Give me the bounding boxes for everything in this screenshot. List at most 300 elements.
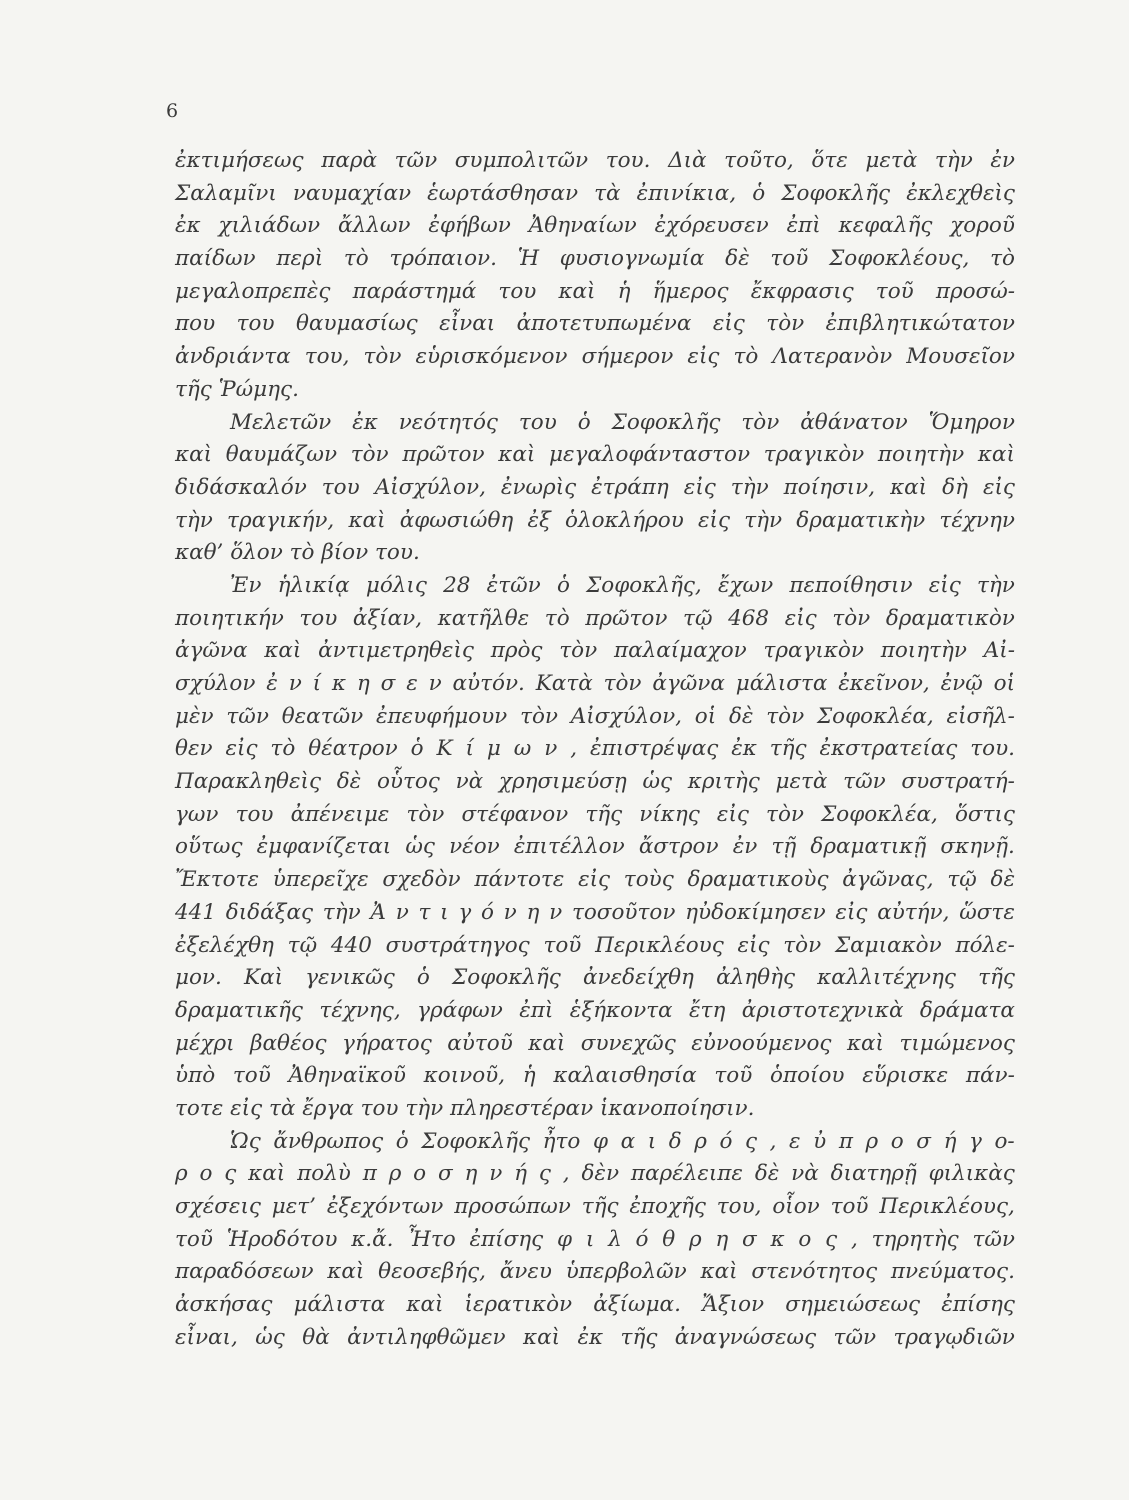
text-line-content bbox=[175, 799, 1015, 832]
word: τιμώμενος bbox=[899, 1030, 1015, 1056]
word: ἐ bbox=[266, 671, 278, 696]
text-line-content bbox=[175, 962, 1015, 995]
word: οἱ bbox=[694, 703, 717, 729]
word: ο bbox=[413, 1161, 427, 1187]
word: παραδόσεων bbox=[175, 1259, 314, 1285]
word: εἰς bbox=[784, 605, 817, 631]
text-line bbox=[175, 733, 1015, 766]
word: ω bbox=[513, 736, 532, 762]
word: μέχρι bbox=[175, 1030, 235, 1056]
word: ς bbox=[745, 1128, 758, 1154]
text-line-content bbox=[175, 505, 1015, 538]
word: ἐκ bbox=[577, 1324, 604, 1350]
word: δραματικῆς bbox=[175, 997, 303, 1023]
word: τὴν bbox=[175, 507, 213, 533]
text-line bbox=[175, 1322, 1015, 1355]
word: Κατὰ bbox=[535, 671, 593, 696]
word: δὲ bbox=[725, 246, 750, 272]
word: ἐπὶ bbox=[786, 213, 821, 239]
word: συστράτηγος bbox=[385, 932, 530, 958]
word: τρόπαιον. bbox=[389, 246, 497, 272]
word: σ bbox=[380, 671, 396, 696]
text-line-content bbox=[230, 1126, 1015, 1159]
word: τὸν bbox=[783, 932, 822, 958]
word: εἰς bbox=[698, 507, 731, 533]
word: ἐπιτέλλον bbox=[513, 834, 625, 860]
word: φ bbox=[557, 1226, 573, 1252]
word: μετὰ bbox=[865, 148, 918, 173]
word: ἐξελέχθη bbox=[175, 932, 274, 958]
word: ἀριστοτεχνικὰ bbox=[741, 997, 904, 1023]
word: τὸν bbox=[766, 801, 804, 827]
word: καὶ bbox=[327, 1259, 365, 1285]
word: κεφαλῆς bbox=[838, 213, 933, 239]
word: καὶ bbox=[264, 638, 302, 664]
word: 468 bbox=[728, 605, 770, 631]
word: ο- bbox=[994, 1128, 1015, 1154]
word: νέον bbox=[449, 834, 500, 860]
word: ἀθάνατον bbox=[800, 409, 908, 435]
word: ἀντιμετρηθεὶς bbox=[318, 638, 474, 664]
word: ο bbox=[199, 1161, 213, 1187]
word: ν bbox=[428, 671, 442, 696]
word: βαθέος bbox=[250, 1030, 327, 1056]
text-line-content bbox=[175, 635, 1015, 668]
word: ι bbox=[647, 1128, 657, 1154]
text-line bbox=[175, 276, 1015, 309]
word: μεγαλοφάνταστον bbox=[548, 442, 751, 468]
word: δ bbox=[668, 1128, 682, 1154]
word: ὅτε bbox=[811, 148, 848, 173]
text-line-content: τοτε εἰς τὰ ἔργα του τὴν πληρεστέραν ἱκανοποίησιν. bbox=[175, 1095, 755, 1121]
word: καὶ bbox=[700, 1259, 738, 1285]
word: εἶναι bbox=[439, 311, 496, 337]
word: ὡς bbox=[255, 1324, 285, 1350]
word: πάντοτε bbox=[474, 867, 565, 893]
word: τῆς bbox=[620, 1324, 658, 1350]
word: νὰ bbox=[791, 1161, 819, 1187]
word: πνεύματος. bbox=[890, 1259, 1015, 1285]
text-line bbox=[175, 341, 1015, 374]
word: π bbox=[838, 1128, 853, 1154]
word: ι bbox=[440, 899, 449, 925]
text-line bbox=[175, 570, 1015, 603]
word: ρ bbox=[388, 1161, 402, 1187]
word: Σοφοκλῆς bbox=[611, 409, 721, 435]
word: τοῦ bbox=[714, 1063, 753, 1089]
word: Ἀθηναϊκοῦ bbox=[288, 1063, 406, 1089]
word: δράματα bbox=[919, 997, 1015, 1023]
word: του bbox=[518, 409, 557, 435]
word: τ bbox=[418, 899, 431, 925]
word: σ bbox=[437, 1161, 453, 1187]
word: ἀσκήσας bbox=[175, 1292, 273, 1318]
word: τὸν bbox=[559, 638, 598, 664]
word: καὶ bbox=[558, 278, 596, 304]
word: εἶναι, bbox=[175, 1324, 238, 1350]
text-line bbox=[175, 1093, 1015, 1126]
text-line bbox=[175, 505, 1015, 538]
word: καὶ bbox=[498, 442, 536, 468]
word: ε bbox=[406, 671, 418, 696]
text-line-content bbox=[175, 930, 1015, 963]
word: ἦτο bbox=[542, 1128, 581, 1154]
word: οὗτος bbox=[376, 769, 440, 795]
word: ἄνευ bbox=[499, 1259, 552, 1285]
word: τὸν bbox=[766, 703, 805, 729]
word: , bbox=[570, 736, 578, 762]
word: τῶν bbox=[226, 703, 269, 729]
word: Σοφοκλέους, bbox=[829, 246, 970, 272]
word: 28 bbox=[443, 572, 471, 598]
word: ρ bbox=[175, 1161, 188, 1187]
word: παρέλειπε bbox=[630, 1161, 743, 1187]
word: καὶ bbox=[523, 1324, 561, 1350]
word: σκηνῇ. bbox=[940, 834, 1015, 860]
word: κατῆλθε bbox=[437, 605, 530, 631]
word: Διὰ bbox=[668, 148, 707, 173]
word: διατηρῇ bbox=[830, 1161, 917, 1187]
word: ὁ bbox=[577, 409, 591, 435]
word: εἰς bbox=[835, 899, 868, 925]
word: ἐφήβων bbox=[428, 213, 511, 239]
word: Περικλέους bbox=[595, 932, 724, 958]
word: ί bbox=[465, 736, 474, 762]
text-line-content bbox=[175, 276, 1015, 309]
word: ί bbox=[312, 671, 322, 696]
word: καὶ bbox=[175, 442, 213, 468]
word: ἱερατικὸν bbox=[464, 1292, 573, 1318]
text-line-content bbox=[175, 733, 1015, 766]
word: τέχνης, bbox=[319, 997, 401, 1023]
word: καὶ bbox=[846, 1030, 884, 1056]
text-line-content: τῆς Ῥώμης. bbox=[175, 376, 299, 402]
word: ρ bbox=[865, 1128, 879, 1154]
word: γ bbox=[969, 1128, 982, 1154]
word: τὴν bbox=[744, 507, 783, 533]
word: δὲ bbox=[990, 867, 1015, 893]
word: τὰ bbox=[594, 180, 621, 206]
text-line bbox=[175, 308, 1015, 341]
text-line-content bbox=[175, 864, 1015, 897]
word: η bbox=[356, 671, 370, 696]
word: ἐπίσης bbox=[469, 1226, 544, 1252]
text-line-content bbox=[175, 1289, 1015, 1322]
body-text bbox=[175, 145, 1015, 1354]
word: ὐ bbox=[813, 1128, 827, 1154]
word: εἰς bbox=[737, 932, 770, 958]
word: πάν- bbox=[965, 1063, 1015, 1089]
text-line-content: καθ’ ὅλον τὸ βίον του. bbox=[175, 540, 420, 566]
text-line bbox=[175, 407, 1015, 440]
text-line bbox=[175, 472, 1015, 505]
word: ὁποίου bbox=[770, 1063, 845, 1089]
word: Σαλαμῖνι bbox=[175, 180, 277, 206]
word: που bbox=[175, 311, 216, 337]
word: ὁ bbox=[395, 1128, 409, 1154]
text-line bbox=[175, 635, 1015, 668]
word: ἐπιβλητικώτατον bbox=[825, 311, 1015, 337]
word: εἰς bbox=[687, 344, 720, 370]
word: τὸν bbox=[832, 605, 871, 631]
word: ι bbox=[585, 1226, 595, 1252]
word: ἐνῷ bbox=[940, 671, 983, 696]
text-line bbox=[175, 439, 1015, 472]
text-line-content bbox=[175, 145, 1015, 178]
word: ὑπερβολῶν bbox=[565, 1259, 687, 1285]
word: θαυμάζων bbox=[225, 442, 338, 468]
text-line-content bbox=[175, 1028, 1015, 1061]
text-line bbox=[175, 831, 1015, 864]
word: ή bbox=[943, 1128, 957, 1154]
word: ποιητὴν bbox=[877, 442, 965, 468]
word: τὸν bbox=[603, 671, 642, 696]
word: ἐκ bbox=[352, 409, 378, 435]
text-line bbox=[175, 374, 1015, 407]
word: ναυμαχίαν bbox=[292, 180, 412, 206]
word: συστρατή- bbox=[901, 769, 1015, 795]
word: τὸ bbox=[990, 246, 1015, 272]
word: κ.ἄ. bbox=[351, 1226, 394, 1252]
word: ἐκστρατείας bbox=[819, 736, 958, 762]
word: ν bbox=[544, 736, 558, 762]
word: στενότητος bbox=[751, 1259, 878, 1285]
word: ἄνθρωπος bbox=[273, 1128, 384, 1154]
word: Σοφοκλέα, bbox=[821, 801, 938, 827]
word: του bbox=[498, 278, 537, 304]
word: του bbox=[299, 605, 338, 631]
word: Ἔκτοτε bbox=[175, 867, 260, 893]
word: τῆς bbox=[585, 801, 623, 827]
word: Σοφοκλέα, bbox=[816, 703, 934, 729]
word: ἔχων bbox=[717, 572, 774, 598]
word: τῆς bbox=[978, 965, 1015, 991]
word: ε bbox=[789, 1128, 801, 1154]
word: σημειώσεως bbox=[785, 1292, 921, 1318]
word: ἐκλεχθεὶς bbox=[906, 180, 1015, 206]
text-line-content bbox=[175, 341, 1015, 374]
word: τὸν bbox=[350, 442, 389, 468]
word: χοροῦ bbox=[950, 213, 1015, 239]
word: Μελετῶν bbox=[230, 409, 332, 435]
word: ν bbox=[489, 1161, 503, 1187]
word: Μουσεῖον bbox=[906, 344, 1015, 370]
word: λ bbox=[608, 1226, 622, 1252]
word: θὰ bbox=[302, 1324, 330, 1350]
text-line-content bbox=[175, 472, 1015, 505]
word: σ bbox=[742, 1226, 757, 1252]
word: γ bbox=[458, 899, 472, 925]
word: οὕτως bbox=[175, 834, 243, 860]
word: πρῶτον bbox=[585, 605, 668, 631]
word: καὶ bbox=[528, 1030, 566, 1056]
text-line bbox=[175, 962, 1015, 995]
word: διδάσκαλόν bbox=[175, 474, 307, 500]
text-line-content bbox=[175, 897, 1015, 930]
word: δὲν bbox=[581, 1161, 620, 1187]
word: α bbox=[620, 1128, 636, 1154]
text-line bbox=[175, 1028, 1015, 1061]
word: τέχνην bbox=[939, 507, 1015, 533]
word: εὕρισκε bbox=[862, 1063, 949, 1089]
word: οἷον bbox=[772, 1194, 820, 1219]
text-line-content bbox=[175, 831, 1015, 864]
word: , bbox=[562, 1161, 570, 1187]
word: κ bbox=[770, 1226, 785, 1252]
word: τὸν bbox=[363, 344, 402, 370]
word: Ὅμηρον bbox=[928, 409, 1015, 435]
word: ἀποτετυπωμένα bbox=[516, 311, 692, 337]
word: αὐτήν, bbox=[877, 899, 950, 925]
word: τραγικὸν bbox=[763, 442, 865, 468]
text-line bbox=[175, 799, 1015, 832]
word: σχεδὸν bbox=[382, 867, 461, 893]
word: δὴ bbox=[942, 474, 968, 500]
word: ἐπινίκια, bbox=[636, 180, 737, 206]
word: συμπολιτῶν bbox=[454, 148, 589, 173]
word: γενικῶς bbox=[305, 965, 395, 991]
word: ἥμερος bbox=[652, 278, 729, 304]
word: ὑπερεῖχε bbox=[272, 867, 369, 893]
text-line-content bbox=[175, 178, 1015, 211]
text-line-content bbox=[175, 210, 1015, 243]
word: Σοφοκλῆς, bbox=[586, 572, 702, 598]
word: ὁ bbox=[410, 736, 424, 762]
word: καὶ bbox=[348, 507, 386, 533]
text-line bbox=[175, 995, 1015, 1028]
word: ς bbox=[538, 1161, 551, 1187]
word: τὸ bbox=[270, 736, 296, 762]
word: καὶ bbox=[248, 1161, 286, 1187]
word: ἀνεδείχθη bbox=[583, 965, 694, 991]
word: ἀντιληφθῶμεν bbox=[347, 1324, 506, 1350]
word: ἀνδριάντα bbox=[175, 344, 291, 370]
word: τὸν bbox=[741, 409, 780, 435]
text-line-content bbox=[230, 407, 1015, 440]
text-line-content bbox=[175, 1322, 1015, 1355]
word: χρησιμεύσῃ bbox=[498, 769, 627, 795]
text-line bbox=[175, 668, 1015, 701]
word: τοῦ bbox=[830, 1194, 869, 1219]
word: Λατερανὸν bbox=[772, 344, 893, 370]
word: οἱ bbox=[993, 671, 1015, 696]
word: θ bbox=[662, 1226, 676, 1252]
word: θεοσεβής, bbox=[378, 1259, 486, 1285]
word: τραγῳδιῶν bbox=[893, 1324, 1015, 1350]
word: Κ bbox=[436, 736, 453, 762]
word: θεατῶν bbox=[281, 703, 364, 729]
word: π bbox=[362, 1161, 377, 1187]
word: τὴν bbox=[322, 899, 361, 925]
word: τῆς bbox=[581, 1194, 619, 1219]
text-line bbox=[175, 243, 1015, 276]
word: δραματικὸν bbox=[885, 605, 1015, 631]
word: ἐκτιμήσεως bbox=[175, 148, 304, 173]
text-line-content bbox=[175, 1256, 1015, 1289]
word: γήρατος bbox=[342, 1030, 432, 1056]
word: μόλις bbox=[365, 572, 427, 598]
word: ρ bbox=[688, 1226, 702, 1252]
word: ἐν bbox=[732, 834, 758, 860]
word: Σοφοκλῆς bbox=[421, 1128, 531, 1154]
word: δραματικοὺς bbox=[687, 867, 829, 893]
word: ἐν bbox=[990, 148, 1015, 173]
word: εἰς bbox=[225, 736, 258, 762]
page-number: 6 bbox=[166, 100, 179, 122]
word: εἰς bbox=[716, 801, 749, 827]
word: τοῦ bbox=[232, 1063, 271, 1089]
word: τὸ bbox=[343, 246, 369, 272]
word: νὰ bbox=[455, 769, 484, 795]
word: , bbox=[850, 1226, 858, 1252]
word: ὥστε bbox=[959, 899, 1015, 925]
word: παρὰ bbox=[321, 148, 378, 173]
word: η bbox=[526, 899, 540, 925]
word: παίδων bbox=[175, 246, 256, 272]
word: πρῶτον bbox=[402, 442, 485, 468]
word: θεν bbox=[175, 736, 213, 762]
word: περὶ bbox=[276, 246, 324, 272]
word: καλαισθησία bbox=[553, 1063, 697, 1089]
word: εἰς bbox=[712, 311, 745, 337]
word: τὸν bbox=[766, 311, 805, 337]
word: ποίησιν, bbox=[783, 474, 876, 500]
word: Περικλέους, bbox=[879, 1194, 1015, 1219]
word: φιλικὰς bbox=[928, 1161, 1015, 1187]
word: ἐκ bbox=[731, 736, 757, 762]
word: του bbox=[235, 801, 274, 827]
word: Παρακληθεὶς bbox=[175, 769, 321, 795]
text-line bbox=[175, 1158, 1015, 1191]
word: ἡλικίᾳ bbox=[277, 572, 350, 598]
word: 440 bbox=[330, 932, 372, 958]
word: ο bbox=[798, 1226, 812, 1252]
word: τοῦ bbox=[175, 1226, 213, 1252]
text-line-content bbox=[175, 439, 1015, 472]
word: τοῦτο, bbox=[724, 148, 794, 173]
word: θαυμασίως bbox=[295, 311, 418, 337]
word: τῷ bbox=[947, 867, 977, 893]
word: τοῦ bbox=[543, 932, 582, 958]
word: ἀξίαν, bbox=[352, 605, 423, 631]
word: μὲν bbox=[175, 703, 214, 729]
word: Σοφοκλῆς bbox=[452, 965, 561, 991]
text-line bbox=[175, 1256, 1015, 1289]
word: ἀφωσιώθη bbox=[399, 507, 514, 533]
word: Ἄξιον bbox=[702, 1292, 765, 1318]
word: ν bbox=[288, 671, 302, 696]
word: εὑρισκόμενον bbox=[415, 344, 568, 370]
word: ν bbox=[395, 899, 409, 925]
text-line bbox=[175, 1060, 1015, 1093]
word: 441 bbox=[175, 899, 217, 925]
word: εἰσῆλ- bbox=[946, 703, 1015, 729]
word: συνεχῶς bbox=[580, 1030, 676, 1056]
text-line-content bbox=[230, 570, 1015, 603]
word: κριτὴς bbox=[687, 769, 760, 795]
word: μάλιστα bbox=[735, 671, 828, 696]
word: ἀγῶνα bbox=[652, 671, 725, 696]
text-line bbox=[175, 537, 1015, 570]
word: ό bbox=[719, 1128, 733, 1154]
text-line bbox=[175, 1126, 1015, 1159]
word: σ bbox=[916, 1128, 931, 1154]
word: η bbox=[464, 1161, 478, 1187]
word: Αἰ- bbox=[983, 638, 1015, 664]
text-line bbox=[175, 178, 1015, 211]
word: τῆς bbox=[769, 736, 807, 762]
word: ἐξ bbox=[527, 507, 551, 533]
